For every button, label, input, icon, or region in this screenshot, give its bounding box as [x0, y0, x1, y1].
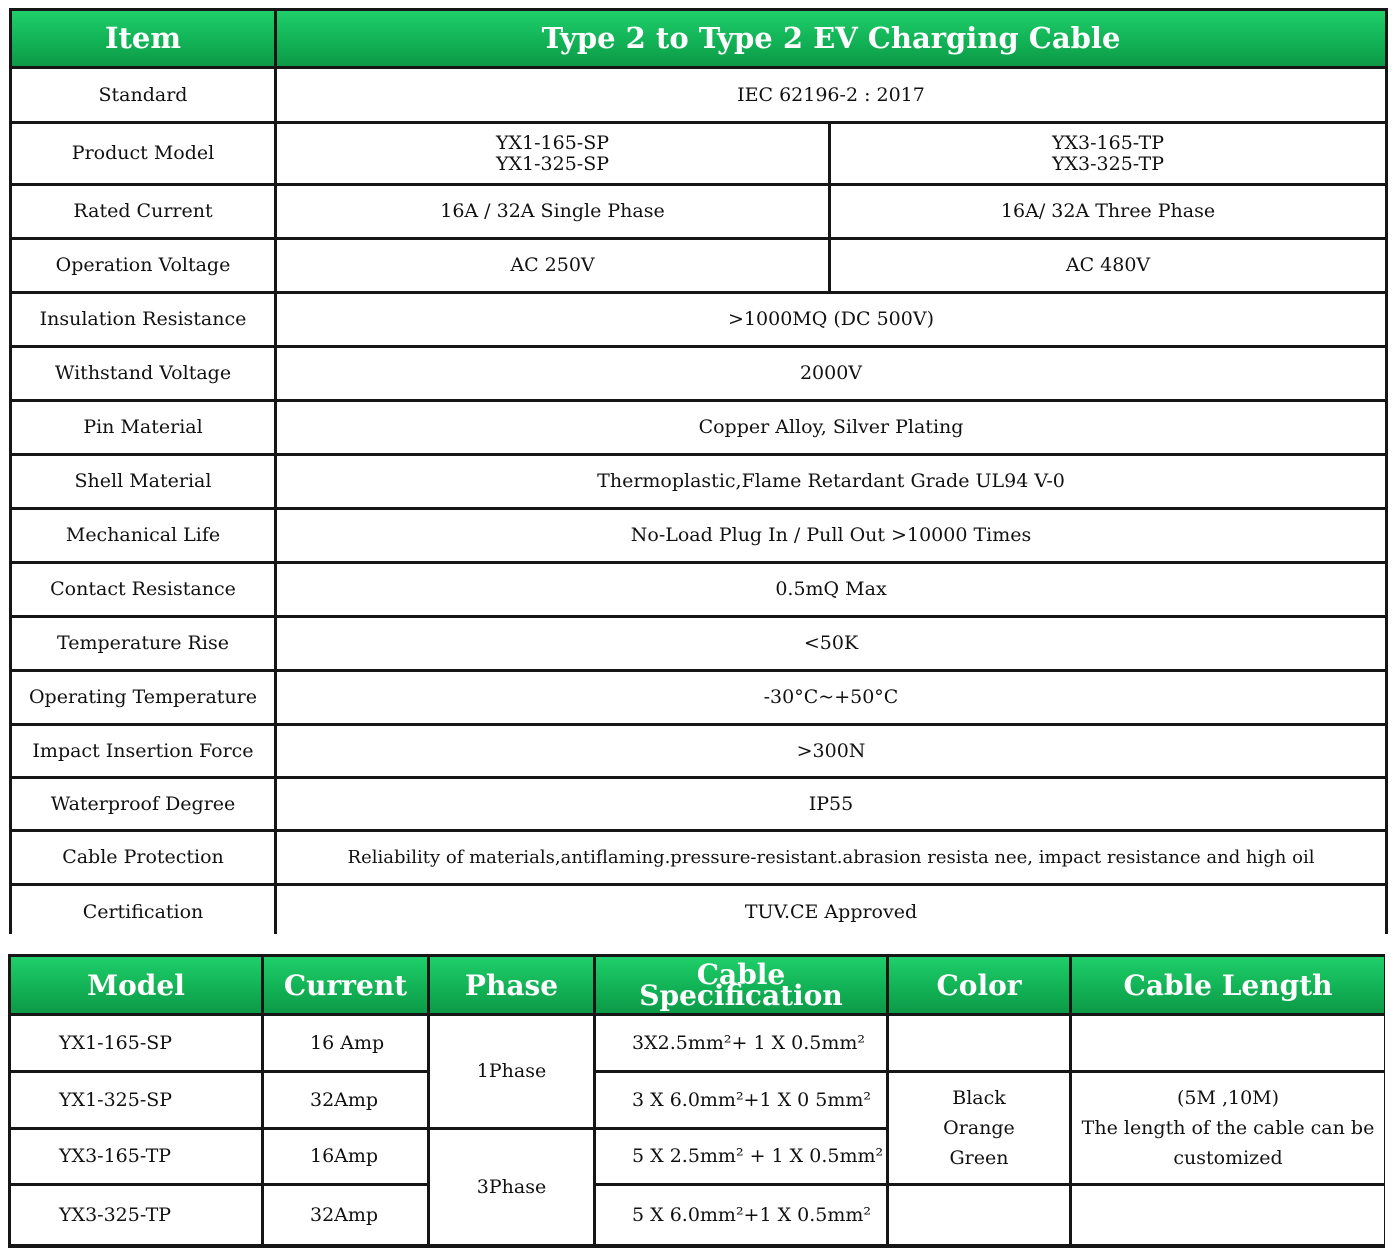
- row-label-contact-resistance: Contact Resistance: [12, 564, 274, 615]
- phase-cell-single: 1Phase: [430, 1016, 593, 1127]
- current-cell: 16 Amp: [264, 1016, 427, 1070]
- cable-length-cell: [1072, 1073, 1384, 1183]
- item-header: Item: [12, 11, 274, 66]
- header-current: Current: [264, 957, 427, 1013]
- row-label-operating-temperature: Operating Temperature: [12, 672, 274, 723]
- specification-table: [9, 8, 1388, 934]
- product-title-header: Type 2 to Type 2 EV Charging Cable: [277, 11, 1385, 66]
- row-label-operation-voltage: Operation Voltage: [12, 240, 274, 291]
- row-value-product-model-three: [831, 124, 1385, 183]
- length-cell-empty: [1072, 1186, 1384, 1244]
- model-cell: YX3-325-TP: [11, 1186, 261, 1244]
- row-label-pin-material: Pin Material: [12, 402, 274, 453]
- row-value-rated-current-three: 16A/ 32A Three Phase: [831, 186, 1385, 237]
- row-value-insulation-resistance: >1000MQ (DC 500V): [277, 294, 1385, 345]
- row-value-standard: IEC 62196-2 : 2017: [277, 69, 1385, 121]
- row-label-rated-current: Rated Current: [12, 186, 274, 237]
- model-line: YX1-165-SP: [495, 131, 610, 154]
- current-cell: 32Amp: [264, 1073, 427, 1127]
- color-option: Black: [952, 1087, 1006, 1109]
- row-value-withstand-voltage: 2000V: [277, 348, 1385, 399]
- row-label-insulation-resistance: Insulation Resistance: [12, 294, 274, 345]
- header-phase: Phase: [430, 957, 593, 1013]
- row-value-temperature-rise: <50K: [277, 618, 1385, 669]
- row-value-contact-resistance: 0.5mQ Max: [277, 564, 1385, 615]
- cable-spec-cell: 3 X 6.0mm²+1 X 0 5mm²: [596, 1073, 886, 1127]
- color-cell-empty: [889, 1016, 1069, 1070]
- row-value-operation-voltage-three: AC 480V: [831, 240, 1385, 291]
- row-label-cable-protection: Cable Protection: [12, 832, 274, 883]
- row-value-operating-temperature: -30°C~+50°C: [277, 672, 1385, 723]
- header-cable-specification: Cable Specification: [596, 957, 886, 1013]
- header-color: Color: [889, 957, 1069, 1013]
- row-label-standard: Standard: [12, 69, 274, 121]
- model-cell: YX3-165-TP: [11, 1130, 261, 1183]
- row-value-operation-voltage-single: AC 250V: [277, 240, 828, 291]
- row-label-waterproof-degree: Waterproof Degree: [12, 779, 274, 829]
- model-cell: YX1-165-SP: [11, 1016, 261, 1070]
- row-value-certification: TUV.CE Approved: [277, 886, 1385, 938]
- header-cable-length: Cable Length: [1072, 957, 1384, 1013]
- cable-spec-cell: 5 X 6.0mm²+1 X 0.5mm²: [596, 1186, 886, 1244]
- row-label-product-model: Product Model: [12, 124, 274, 183]
- model-table: [8, 954, 1385, 1248]
- row-label-withstand-voltage: Withstand Voltage: [12, 348, 274, 399]
- row-label-impact-insertion-force: Impact Insertion Force: [12, 726, 274, 776]
- row-value-pin-material: Copper Alloy, Silver Plating: [277, 402, 1385, 453]
- cable-spec-cell: 3X2.5mm²+ 1 X 0.5mm²: [596, 1016, 886, 1070]
- color-option: Green: [949, 1147, 1009, 1169]
- row-label-temperature-rise: Temperature Rise: [12, 618, 274, 669]
- color-cell-empty: [889, 1186, 1069, 1244]
- cable-spec-cell: 5 X 2.5mm² + 1 X 0.5mm²: [596, 1130, 886, 1183]
- model-line: YX3-325-TP: [1051, 152, 1165, 175]
- row-label-certification: Certification: [12, 886, 274, 938]
- color-cell: [889, 1073, 1069, 1183]
- row-value-rated-current-single: 16A / 32A Single Phase: [277, 186, 828, 237]
- header-model: Model: [11, 957, 261, 1013]
- row-label-shell-material: Shell Material: [12, 456, 274, 507]
- length-cell-empty: [1072, 1016, 1384, 1070]
- row-value-waterproof-degree: IP55: [277, 779, 1385, 829]
- model-line: YX1-325-SP: [495, 152, 610, 175]
- current-cell: 32Amp: [264, 1186, 427, 1244]
- color-option: Orange: [943, 1117, 1015, 1139]
- row-value-mechanical-life: No-Load Plug In / Pull Out >10000 Times: [277, 510, 1385, 561]
- cable-length-options: (5M ,10M): [1176, 1087, 1280, 1109]
- phase-cell-three: 3Phase: [430, 1130, 593, 1244]
- cable-length-note: customized: [1173, 1147, 1283, 1169]
- row-label-mechanical-life: Mechanical Life: [12, 510, 274, 561]
- row-value-impact-insertion-force: >300N: [277, 726, 1385, 776]
- current-cell: 16Amp: [264, 1130, 427, 1183]
- row-value-cable-protection: Reliability of materials,antiflaming.pressure-resistant.abrasion resista nee, impact resistance and high oil: [277, 832, 1385, 883]
- row-value-shell-material: Thermoplastic,Flame Retardant Grade UL94 V-0: [277, 456, 1385, 507]
- cable-length-note: The length of the cable can be: [1081, 1117, 1375, 1139]
- row-value-product-model-single: [277, 124, 828, 183]
- model-line: YX3-165-TP: [1051, 131, 1165, 154]
- model-cell: YX1-325-SP: [11, 1073, 261, 1127]
